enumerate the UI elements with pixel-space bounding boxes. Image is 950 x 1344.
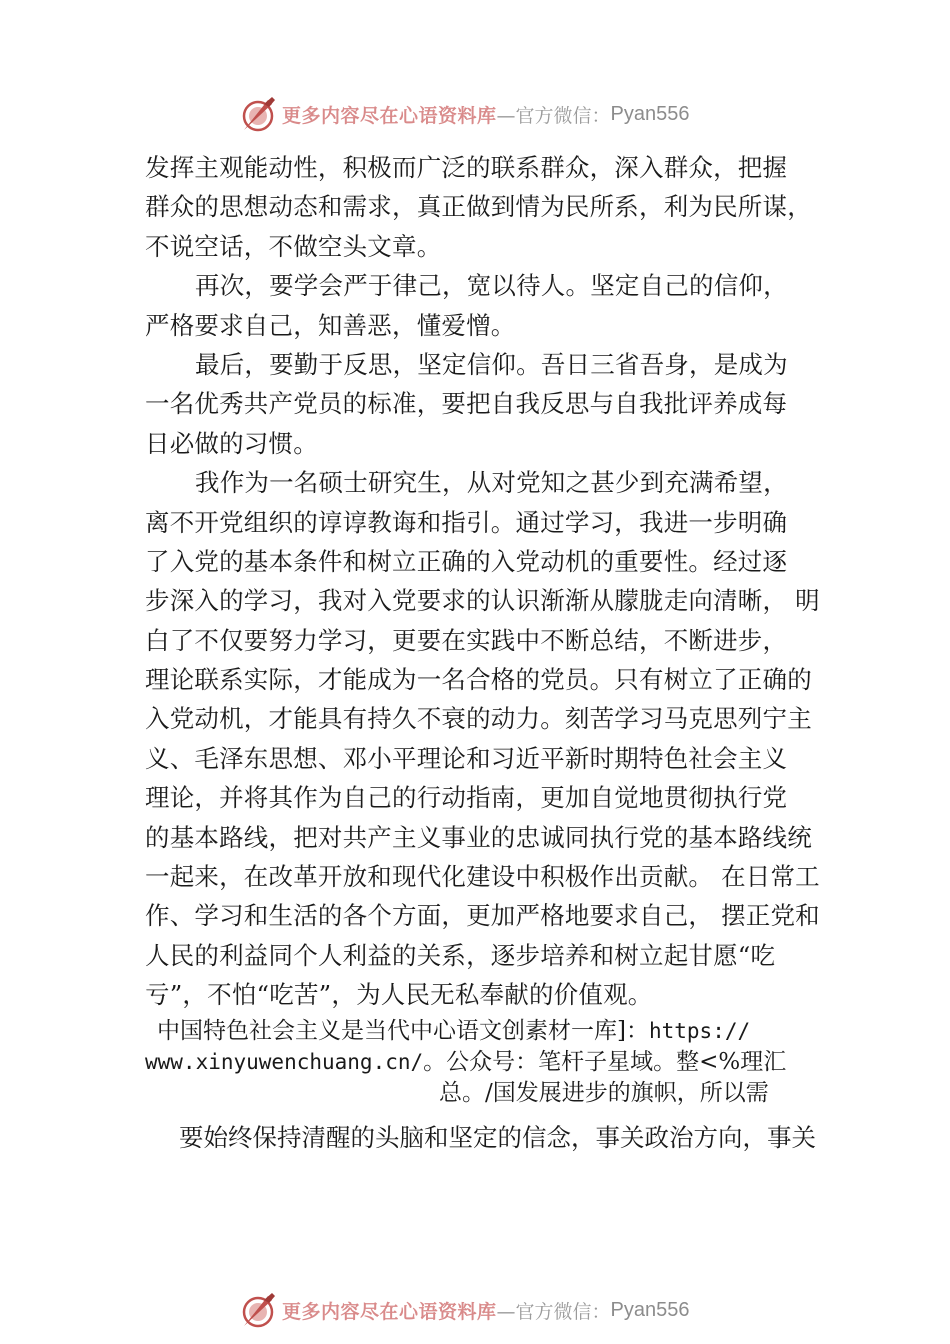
wechat-id: Pyan556: [610, 1298, 690, 1321]
promo-url-part: https://: [648, 1018, 751, 1043]
quill-pen-logo-icon: [238, 1290, 278, 1330]
text-line: 作、学习和生活的各个方面，更加严格地要求自己， 摆正党和: [145, 901, 820, 931]
text-line: 不说空话，不做空头文章。: [145, 231, 442, 261]
quill-pen-logo-icon: [238, 94, 278, 134]
text-line: 亏”，不怕“吃苦”，为人民无私奉献的价值观。: [145, 980, 653, 1010]
promo-text: 更多内容尽在心语资料库: [282, 1300, 497, 1323]
document-body: [145, 148, 825, 1158]
text-line: 发挥主观能动性，积极而广泛的联系群众，深入群众，把握: [145, 153, 788, 182]
text-line: 白了不仅要努力学习，更要在实践中不断总结，不断进步，: [145, 625, 788, 655]
text-line: 再次，要学会严于律己，宽以待人。坚定自己的信仰，: [195, 271, 788, 301]
promo-line-text: 中国特色社会主义是当代中心语文创素材一库]：: [157, 1017, 649, 1044]
text-line: 严格要求自己，知善恶，懂爱憎。: [145, 310, 516, 340]
footer-banner: [238, 1290, 690, 1330]
promo-url[interactable]: www.xinyuwenchuang.cn/: [145, 1049, 424, 1074]
text-line: 群众的思想动态和需求，真正做到情为民所系，利为民所谋，: [145, 192, 812, 222]
text-line: 我作为一名硕士研究生，从对党知之甚少到充满希望，: [195, 468, 788, 498]
wechat-label: —官方微信：: [496, 1300, 611, 1323]
text-line: 理论，并将其作为自己的行动指南，更加自觉地贯彻执行党: [145, 783, 788, 813]
text-line: 最后，要勤于反思，坚定信仰。吾日三省吾身，是成为: [195, 349, 788, 379]
promo-block: [145, 1016, 825, 1109]
text-line: 理论联系实际，才能成为一名合格的党员。只有树立了正确的: [145, 665, 812, 695]
promo-text: 更多内容尽在心语资料库: [282, 104, 497, 127]
text-line: 一起来，在改革开放和现代化建设中积极作出贡献。 在日常工: [145, 862, 820, 892]
promo-line: [145, 1016, 825, 1047]
promo-line: 总。/国发展进步的旗帜，所以需: [439, 1079, 769, 1106]
text-line: 入党动机，才能具有持久不衰的动力。刻苦学习马克思列宁主: [145, 704, 812, 734]
text-line: 人民的利益同个人利益的关系，逐步培养和树立起甘愿“吃: [145, 940, 776, 970]
text-line: 了入党的基本条件和树立正确的入党动机的重要性。经过逐: [145, 546, 788, 576]
wechat-id: Pyan556: [610, 102, 690, 125]
promo-line: [145, 1047, 825, 1078]
text-line: 一名优秀共产党员的标准，要把自我反思与自我批评养成每: [145, 389, 788, 419]
text-line: 要始终保持清醒的头脑和坚定的信念，事关政治方向，事关: [179, 1122, 816, 1152]
text-line: 日必做的习惯。: [145, 428, 318, 458]
header-banner: [238, 94, 690, 134]
text-line: 离不开党组织的谆谆教诲和指引。通过学习，我进一步明确: [145, 507, 788, 537]
wechat-label: —官方微信：: [496, 104, 611, 127]
text-line: 的基本路线，把对共产主义事业的忠诚同执行党的基本路线统: [145, 822, 812, 852]
promo-line-text: 。公众号：笔杆子星域。整<%理汇: [423, 1048, 787, 1075]
text-line: 义、毛泽东思想、邓小平理论和习近平新时期特色社会主义: [145, 743, 788, 773]
text-line: 步深入的学习，我对入党要求的认识渐渐从朦胧走向清晰， 明: [145, 586, 820, 616]
